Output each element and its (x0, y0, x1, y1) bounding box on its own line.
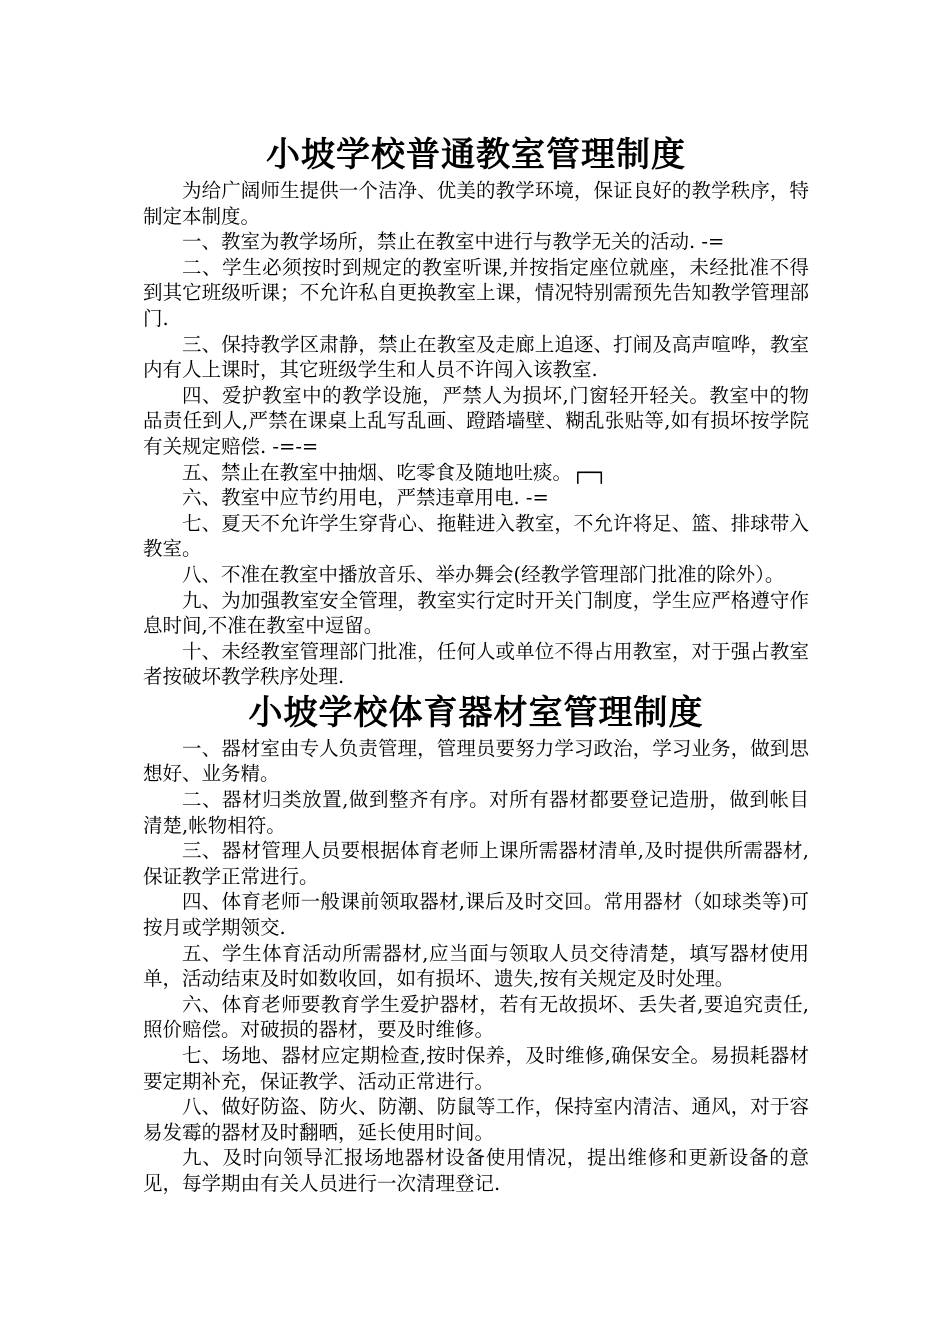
paragraph-equipment-rule-3: 三、器材管理人员要根据体育老师上课所需器材清单,及时提供所需器材,保证教学正常进行。 (143, 839, 809, 888)
paragraph-equipment-rule-8: 八、做好防盗、防火、防潮、防鼠等工作，保持室内清洁、通风，对于容易发霉的器材及时翻晒，延长使用时间。 (143, 1095, 809, 1144)
paragraph-rule-4: 四、爱护教室中的教学设施，严禁人为损坏,门窗轻开轻关。教室中的物品责任到人,严禁在课桌上乱写乱画、蹬踏墙壁、糊乱张贴等,如有损坏按学院有关规定赔偿. -=-= (143, 383, 809, 458)
paragraph-intro: 为给广阔师生提供一个洁净、优美的教学环境，保证良好的教学秩序，特制定本制度。 (143, 179, 809, 228)
paragraph-equipment-rule-9: 九、及时向领导汇报场地器材设备使用情况，提出维修和更新设备的意见，每学期由有关人员进行一次清理登记. (143, 1146, 809, 1195)
paragraph-rule-10: 十、未经教室管理部门批准，任何人或单位不得占用教室，对于强占教室者按破坏教学秩序处理. (143, 639, 809, 689)
paragraph-equipment-rule-5: 五、学生体育活动所需器材,应当面与领取人员交待清楚，填写器材使用单，活动结束及时如数收回，如有损坏、遗失,按有关规定及时处理。 (143, 941, 809, 991)
paragraph-rule-3: 三、保持教学区肃静，禁止在教室及走廊上追逐、打闹及高声喧哗，教室内有人上课时，其它班级学生和人员不许闯入该教室. (143, 332, 809, 382)
paragraph-rule-5: 五、禁止在教室中抽烟、吃零食及随地吐痰。┌─┐ (182, 460, 608, 484)
paragraph-rule-2: 二、学生必须按时到规定的教室听课,并按指定座位就座，未经批准不得到其它班级听课；不允许私自更换教室上课，情况特别需预先告知教学管理部门. (143, 255, 809, 330)
document-body (143, 132, 809, 1197)
paragraph-equipment-rule-6: 六、体育老师要教育学生爱护器材，若有无故损坏、丢失者,要追究责任,照价赔偿。对破损的器材，要及时维修。 (143, 992, 809, 1042)
paragraph-rule-1: 一、教室为教学场所，禁止在教室中进行与教学无关的活动. -= (182, 230, 725, 254)
paragraph-rule-9: 九、为加强教室安全管理，教室实行定时开关门制度，学生应严格遵守作息时间,不准在教室中逗留。 (143, 588, 809, 638)
paragraph-rule-6: 六、教室中应节约用电，严禁违章用电. -= (182, 486, 549, 510)
section-title-sports-equipment: 小坡学校体育器材室管理制度 (248, 692, 704, 733)
paragraph-rule-8: 八、不准在教室中播放音乐、举办舞会(经教学管理部门批准的除外）。 (182, 562, 785, 586)
paragraph-equipment-rule-7: 七、场地、器材应定期检查,按时保养，及时维修,确保安全。易损耗器材要定期补充，保证教学、活动正常进行。 (143, 1044, 809, 1093)
paragraph-equipment-rule-2: 二、器材归类放置,做到整齐有序。对所有器材都要登记造册，做到帐目清楚,帐物相符。 (143, 788, 809, 837)
paragraph-equipment-rule-4: 四、体育老师一般课前领取器材,课后及时交回。常用器材（如球类等)可按月或学期领交. (143, 890, 809, 940)
paragraph-equipment-rule-1: 一、器材室由专人负责管理，管理员要努力学习政治，学习业务，做到思想好、业务精。 (143, 736, 809, 786)
paragraph-rule-7: 七、夏天不允许学生穿背心、拖鞋进入教室，不允许将足、篮、排球带入教室。 (143, 511, 809, 561)
section-title-classroom: 小坡学校普通教室管理制度 (266, 135, 686, 175)
